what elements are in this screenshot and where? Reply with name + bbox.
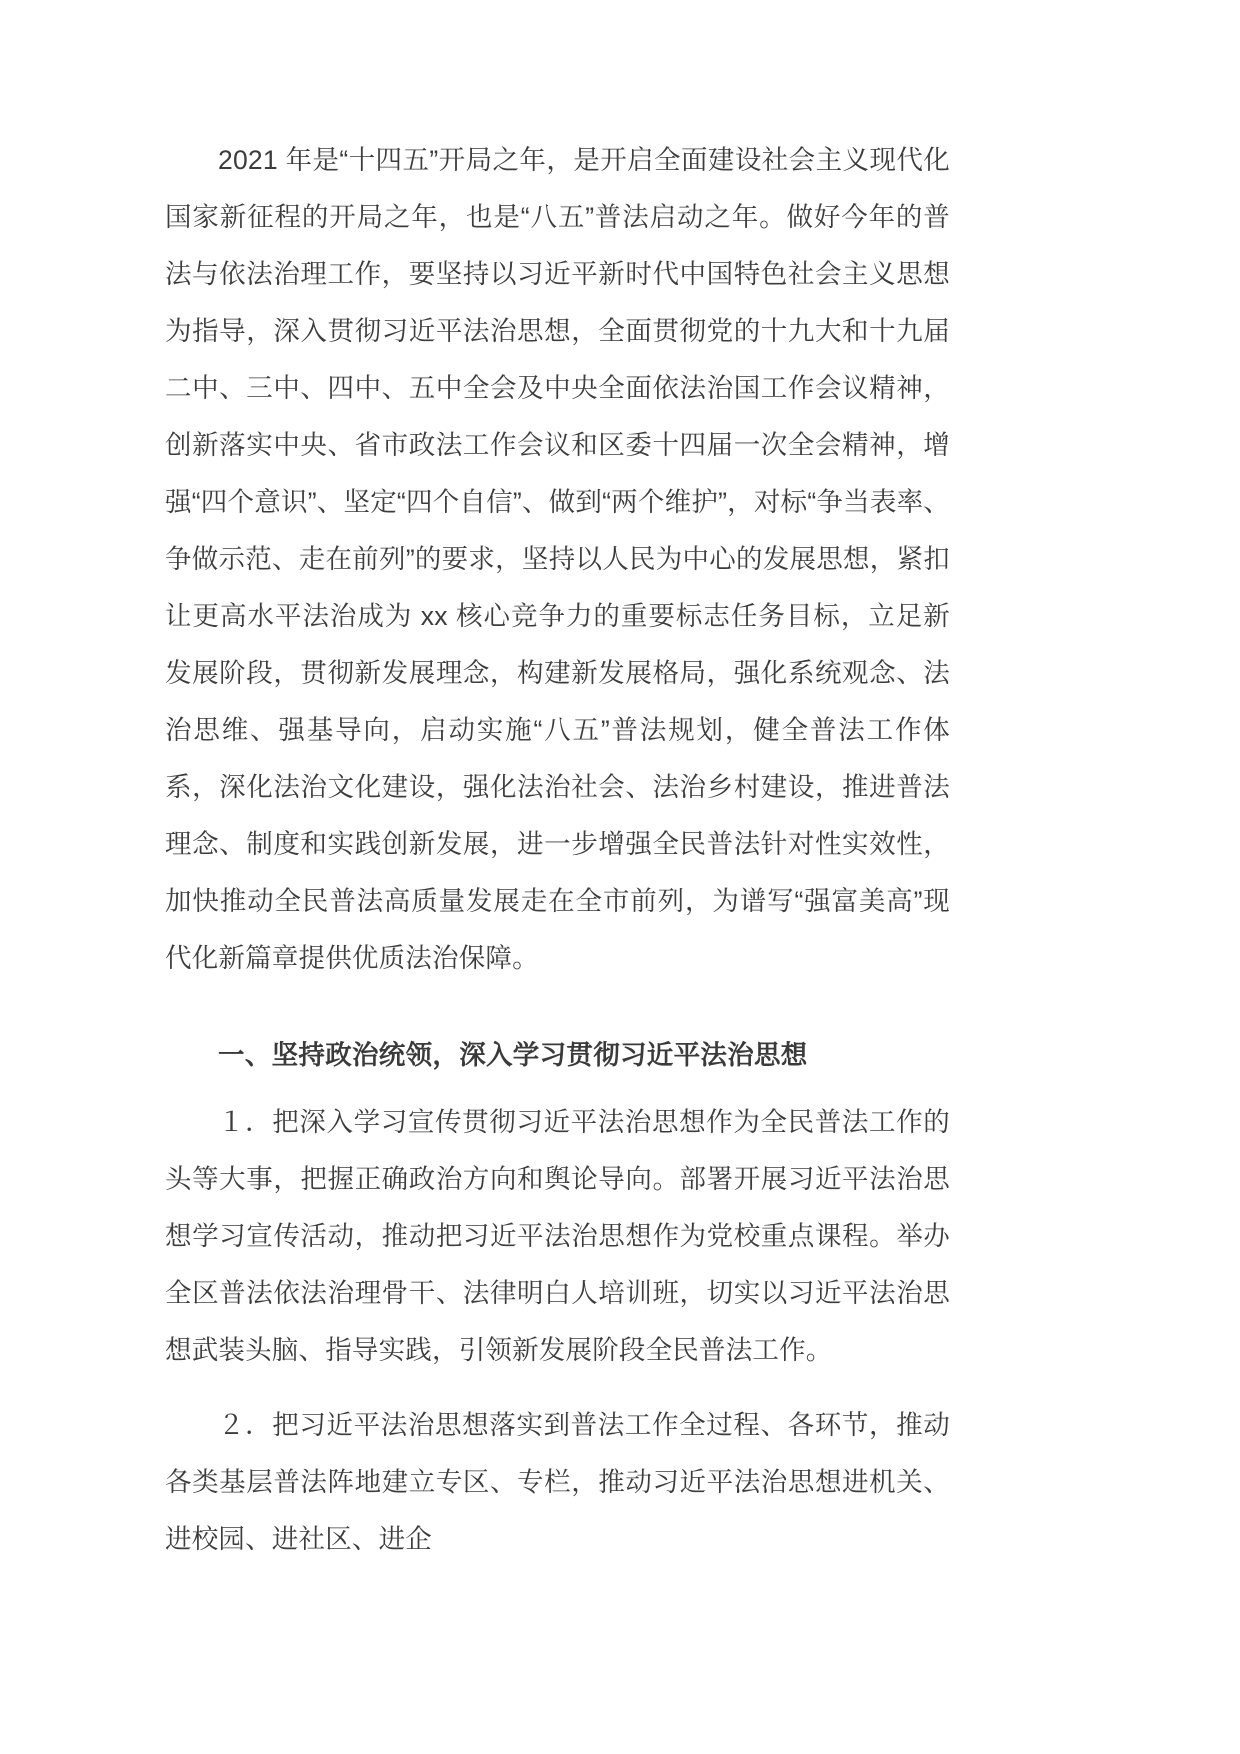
paragraph-intro: 2021 年是“十四五”开局之年，是开启全面建设社会主义现代化国家新征程的开局之年，也是“八五”普法启动之年。做好今年的普法与依法治理工作，要坚持以习近平新时代中国特色社会主义思想为指导，深入贯彻习近平法治思想，全面贯彻党的十九大和十九届二中、三中、四中、五中全会及中央全面依法治国工作会议精神，创新落实中央、省市政法工作会议和区委十四届一次全会精神，增强“四个意识”、坚定“四个自信”、做到“两个维护”，对标“争当表率、争做示范、走在前列”的要求，坚持以人民为中心的发展思想，紧扣让更高水平法治成为 xx 核心竞争力的重要标志任务目标，立足新发展阶段，贯彻新发展理念，构建新发展格局，强化系统观念、法治思维、强基导向，启动实施“八五”普法规划，健全普法工作体系，深化法治文化建设，强化法治社会、法治乡村建设，推进普法理念、制度和实践创新发展，进一步增强全民普法针对性实效性，加快推动全民普法高质量发展走在全市前列，为谱写“强富美高”现代化新篇章提供优质法治保障。 bbox=[165, 145, 950, 973]
spacer bbox=[165, 1084, 950, 1094]
paragraph-item-2: ２．把习近平法治思想落实到普法工作全过程、各环节，推动各类基层普法阵地建立专区、专栏，推动习近平法治思想进机关、进校园、进社区、进企 bbox=[165, 1410, 950, 1554]
spacer bbox=[165, 987, 950, 997]
section-heading-1: 一、坚持政治统领，深入学习贯彻习近平法治思想 bbox=[218, 1040, 808, 1070]
spacer bbox=[165, 1379, 950, 1397]
document-body bbox=[165, 132, 950, 1568]
paragraph-item-1: １．把深入学习宣传贯彻习近平法治思想作为全民普法工作的头等大事，把握正确政治方向和舆论导向。部署开展习近平法治思想学习宣传活动，推动把习近平法治思想作为党校重点课程。举办全区普法依法治理骨干、法律明白人培训班，切实以习近平法治思想武装头脑、指导实践，引领新发展阶段全民普法工作。 bbox=[165, 1107, 950, 1365]
